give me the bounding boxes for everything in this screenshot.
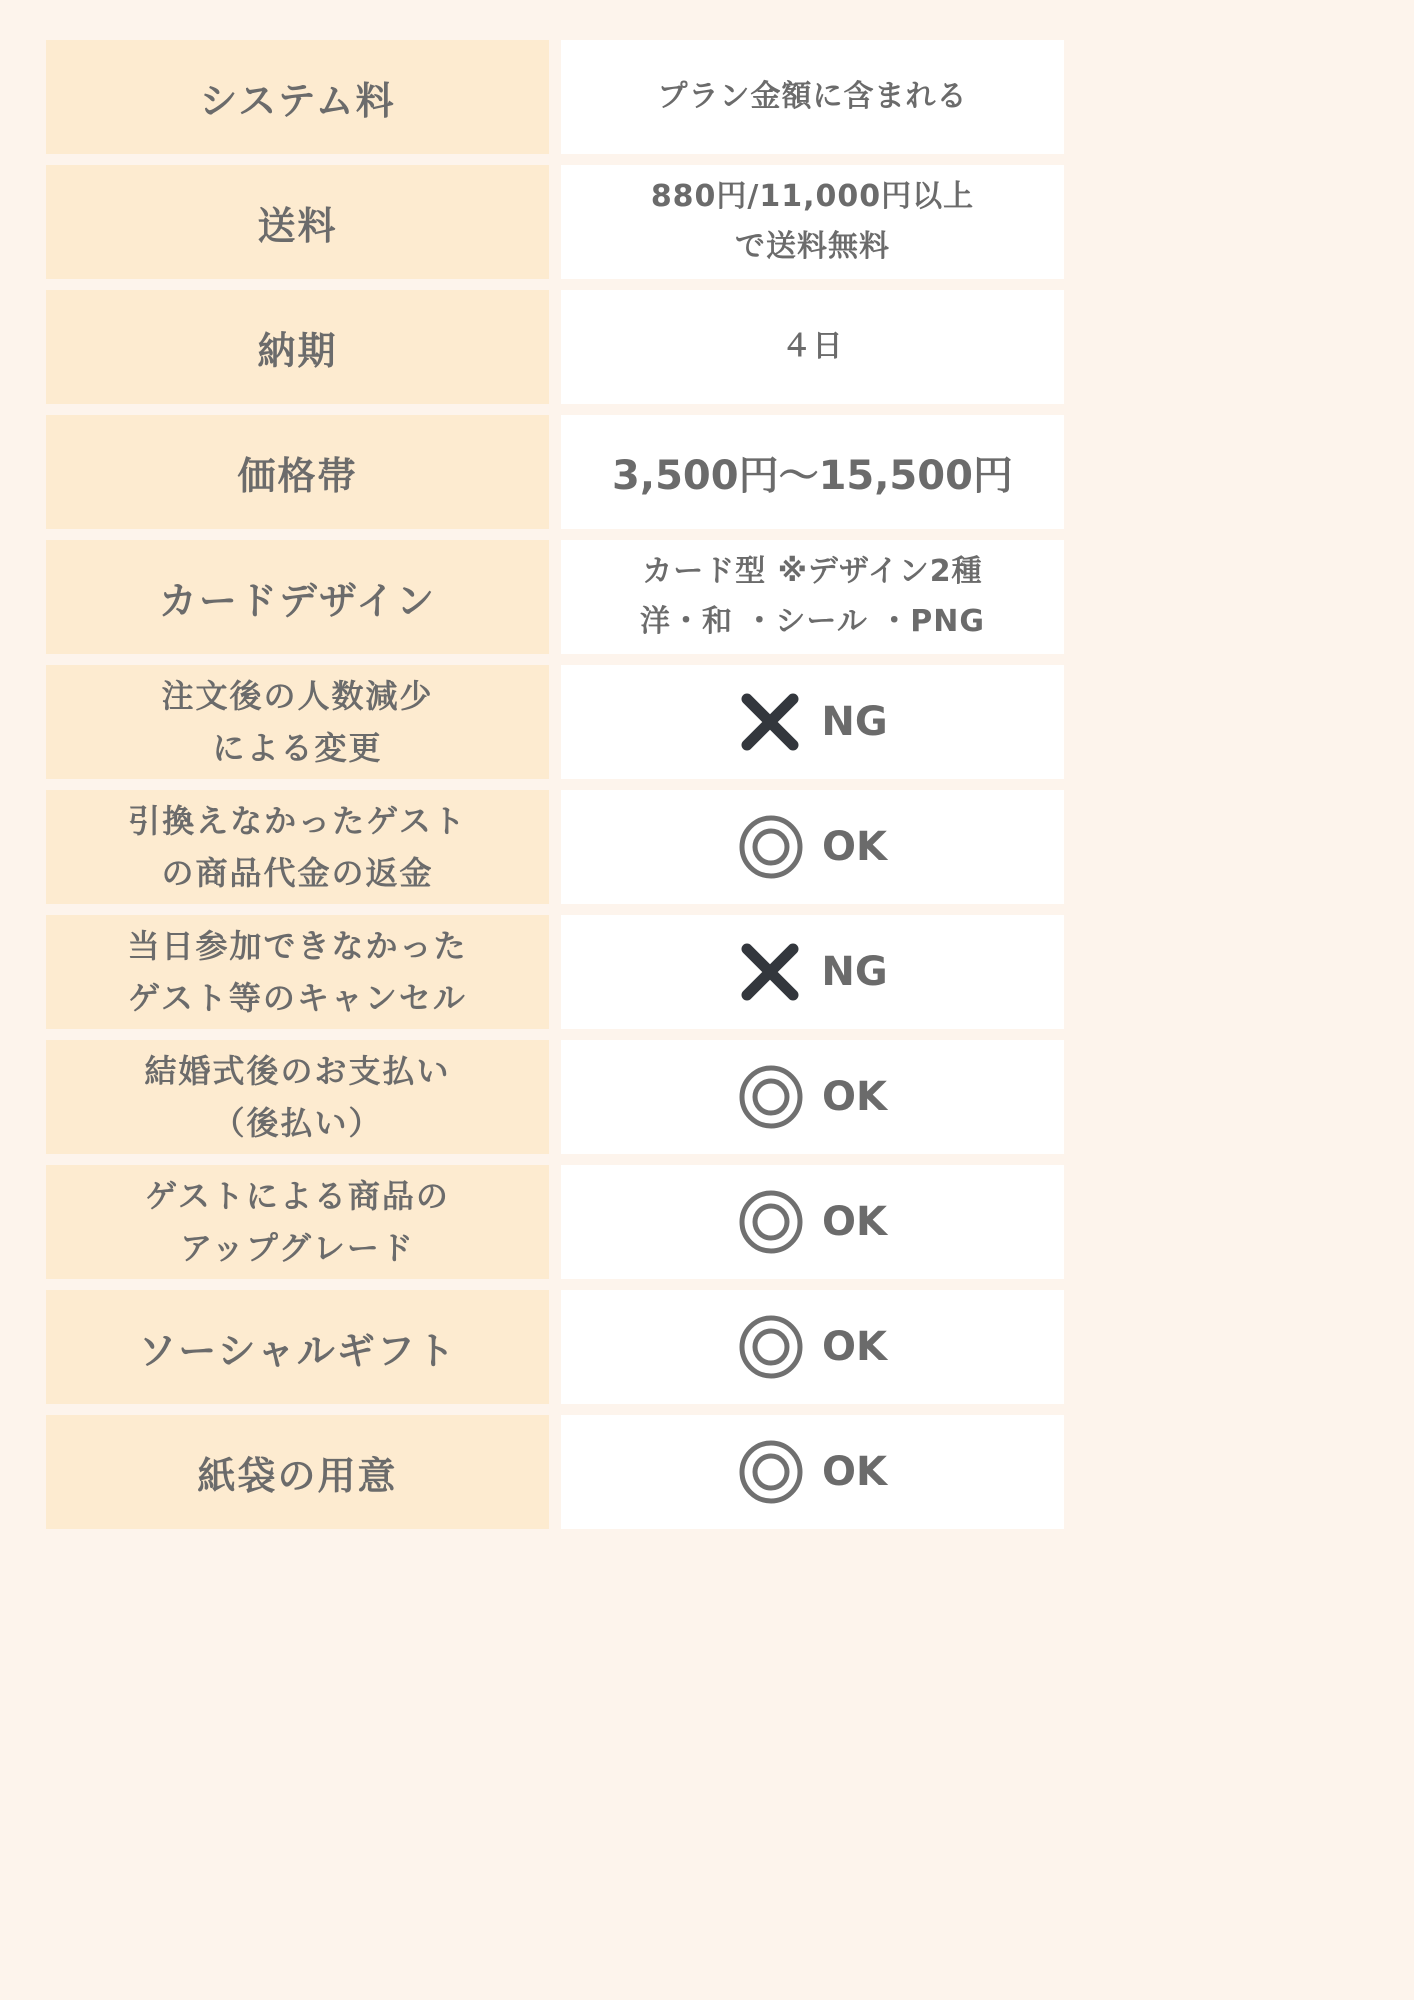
row-value (561, 1290, 1064, 1404)
row-value-text: ４日 (781, 329, 844, 364)
table-row-system-fee (46, 40, 1064, 154)
row-label-text-line1: ゲストによる商品の (145, 1177, 450, 1215)
status-ok (738, 1189, 887, 1255)
row-label-text-line2: （後払い） (212, 1104, 383, 1142)
table-row-paper-bag (46, 1415, 1064, 1529)
row-value-text-line1: カード型 ※デザイン2種 (642, 554, 983, 589)
table-row-shipping (46, 165, 1064, 279)
row-label-text: システム料 (199, 78, 396, 123)
row-label (46, 790, 549, 904)
table-row-deferred-payment (46, 1040, 1064, 1154)
row-label-text: 価格帯 (237, 453, 358, 498)
row-label (46, 40, 549, 154)
status-text: OK (822, 1449, 887, 1495)
row-value-text-line2: で送料無料 (734, 229, 890, 264)
table-row-headcount-change (46, 665, 1064, 779)
row-value-text-line1: 880円/11,000円以上 (650, 179, 975, 214)
row-value (561, 540, 1064, 654)
row-value (561, 790, 1064, 904)
table-row-refund (46, 790, 1064, 904)
row-label (46, 665, 549, 779)
status-ok (738, 1064, 887, 1130)
status-ok (738, 1439, 887, 1505)
double-circle-icon (738, 814, 804, 880)
table-row-price-range (46, 415, 1064, 529)
status-ng (737, 939, 887, 1005)
row-value (561, 665, 1064, 779)
row-label-text-line1: 当日参加できなかった (127, 927, 468, 965)
table-row-upgrade (46, 1165, 1064, 1279)
row-label (46, 415, 549, 529)
row-label-text-line2: ゲスト等のキャンセル (128, 979, 467, 1017)
status-text: NG (821, 949, 888, 995)
row-value-text: 3,500円〜15,500円 (612, 452, 1013, 499)
row-value (561, 165, 1064, 279)
comparison-table (46, 40, 1064, 1540)
status-ng (737, 689, 887, 755)
double-circle-icon (738, 1064, 804, 1130)
row-label (46, 165, 549, 279)
table-row-card-design (46, 540, 1064, 654)
row-label-text: カードデザイン (158, 578, 437, 623)
row-label-text-line2: による変更 (212, 729, 383, 767)
row-label (46, 540, 549, 654)
row-value-text-line2: 洋・和 ・シール ・PNG (639, 604, 985, 639)
status-ok (738, 814, 887, 880)
row-value (561, 40, 1064, 154)
row-value (561, 1165, 1064, 1279)
row-value-text: プラン金額に含まれる (657, 79, 968, 114)
row-label-text: 送料 (257, 203, 338, 248)
table-row-delivery (46, 290, 1064, 404)
row-label-text-line2: の商品代金の返金 (161, 854, 434, 892)
table-row-social-gift (46, 1290, 1064, 1404)
row-label (46, 1165, 549, 1279)
status-text: NG (821, 699, 888, 745)
table-row-cancellation (46, 915, 1064, 1029)
row-label (46, 290, 549, 404)
status-text: OK (822, 824, 887, 870)
row-value (561, 915, 1064, 1029)
row-label (46, 1290, 549, 1404)
double-circle-icon (738, 1439, 804, 1505)
status-text: OK (822, 1074, 887, 1120)
double-circle-icon (738, 1314, 804, 1380)
row-label-text: 紙袋の用意 (197, 1453, 398, 1498)
row-label (46, 915, 549, 1029)
row-label-text-line2: アップグレード (180, 1229, 415, 1267)
row-label (46, 1415, 549, 1529)
row-label-text-line1: 結婚式後のお支払い (144, 1052, 451, 1090)
cross-icon (737, 689, 803, 755)
row-value (561, 415, 1064, 529)
status-ok (738, 1314, 887, 1380)
status-text: OK (822, 1199, 887, 1245)
row-label-text-line1: 注文後の人数減少 (161, 677, 434, 715)
row-label-text: ソーシャルギフト (138, 1328, 457, 1373)
row-value (561, 290, 1064, 404)
row-label-text: 納期 (257, 328, 338, 373)
row-label (46, 1040, 549, 1154)
double-circle-icon (738, 1189, 804, 1255)
row-label-text-line1: 引換えなかったゲスト (128, 802, 467, 840)
cross-icon (737, 939, 803, 1005)
row-value (561, 1415, 1064, 1529)
status-text: OK (822, 1324, 887, 1370)
row-value (561, 1040, 1064, 1154)
